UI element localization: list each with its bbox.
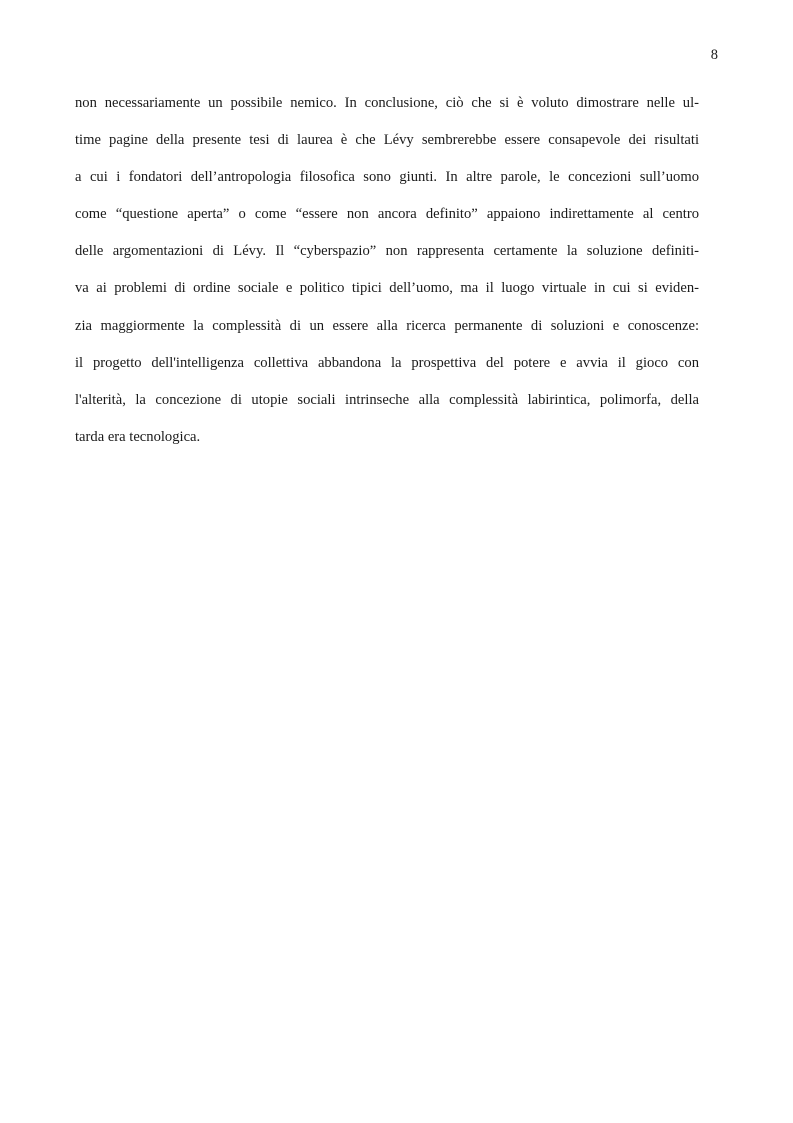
text-line: va ai problemi di ordine sociale e politico tipici dell’uomo, ma il luogo virtuale in cui si eviden- bbox=[75, 280, 699, 297]
text-line: non necessariamente un possibile nemico. In conclusione, ciò che si è voluto dimostrare nelle ul- bbox=[75, 95, 699, 111]
text-line-last: tarda era tecnologica. bbox=[75, 428, 201, 445]
text-line: zia maggiormente la complessità di un essere alla ricerca permanente di soluzioni e conoscenze: bbox=[75, 317, 699, 334]
page-number: 8 bbox=[710, 47, 718, 63]
text-line: l'alterità, la concezione di utopie sociali intrinseche alla complessità labirintica, polimorfa, della bbox=[75, 391, 699, 408]
text-line: il progetto dell'intelligenza collettiva abbandona la prospettiva del potere e avvia il gioco con bbox=[75, 354, 699, 371]
text-line: come “questione aperta” o come “essere non ancora definito” appaiono indirettamente al centro bbox=[75, 206, 699, 223]
text-line: time pagine della presente tesi di laurea è che Lévy sembrerebbe essere consapevole dei risultati bbox=[75, 132, 699, 149]
text-line: delle argomentazioni di Lévy. Il “cyberspazio” non rappresenta certamente la soluzione definiti- bbox=[75, 243, 699, 260]
text-line: a cui i fondatori dell’antropologia filosofica sono giunti. In altre parole, le concezioni sull’uomo bbox=[75, 169, 699, 186]
body-paragraph bbox=[75, 92, 699, 463]
